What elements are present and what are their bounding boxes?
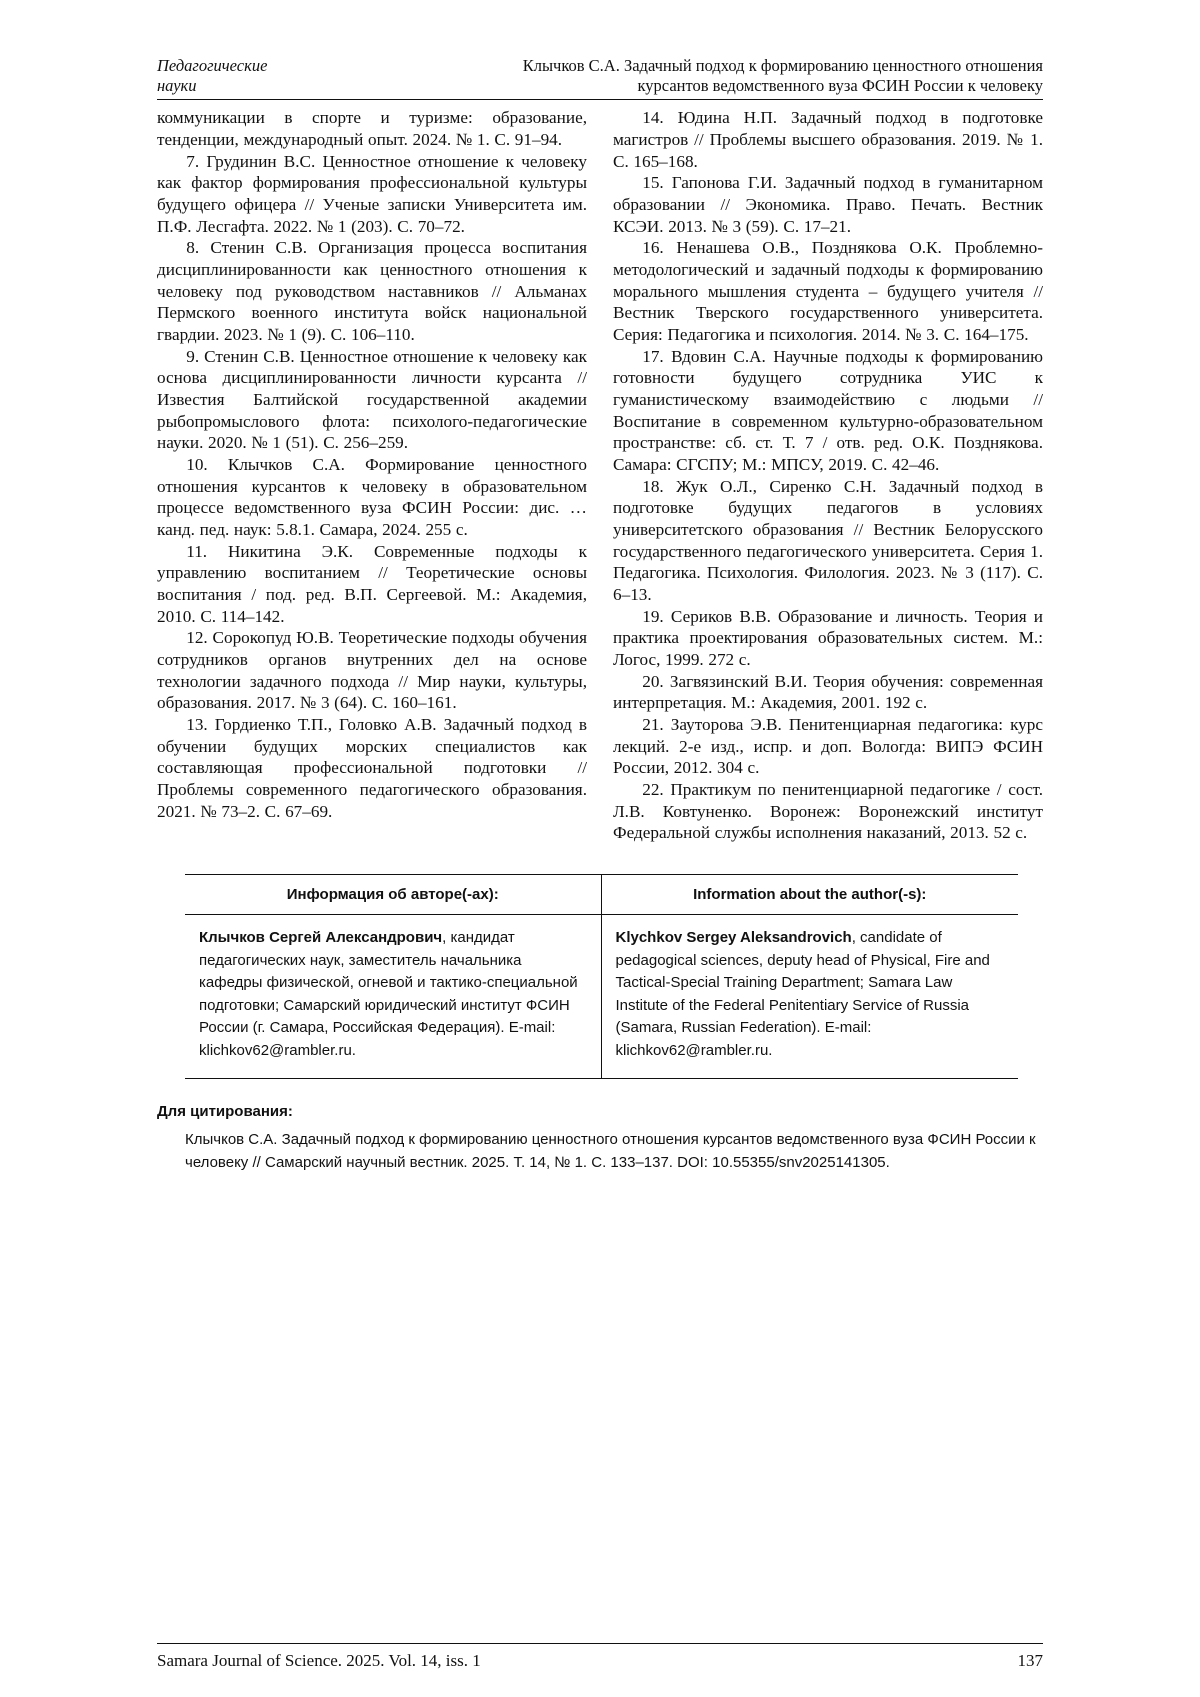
author-info-header-ru: Информация об авторе(-ах): bbox=[185, 875, 602, 914]
citation-text: Клычков С.А. Задачный подход к формированию ценностного отношения курсантов ведомственного вуза ФСИН России к человеку // Самарский научный вестник. 2025. Т. 14, № 1. С. 133–137. DOI: 10.55355/snv2025141305. bbox=[185, 1131, 1036, 1172]
author-info-header-en: Information about the author(-s): bbox=[693, 886, 927, 904]
reference-item-16: 16. Ненашева О.В., Позднякова О.К. Проблемно-методологический и задачный подходы к формированию морального мышления студента – будущего учителя // Вестник Тверского государственного университета. Серия: Педагогика и психология. 2014. № 3. С. 164–175. bbox=[613, 238, 1043, 344]
reference-item-18: 18. Жук О.Л., Сиренко С.Н. Задачный подход в подготовке будущих педагогов в условиях университетского образования // Вестник Белорусского государственного педагогического университета. Серия 1. Педагогика. Психология. Филология. 2023. № 3 (117). С. 6–13. bbox=[613, 476, 1043, 605]
reference-item-8: 8. Стенин С.В. Организация процесса воспитания дисциплинированности как ценностного отношения к человеку под руководством наставников // Альманах Пермского военного института войск национальной гвардии. 2023. № 1 (9). С. 106–110. bbox=[157, 238, 587, 344]
header-title-line2: курсантов ведомственного вуза ФСИН России к человеку bbox=[637, 76, 1043, 96]
page-number: 137 bbox=[1017, 1651, 1043, 1670]
author-info-en bbox=[602, 915, 1019, 1078]
citation-label: Для цитирования: bbox=[157, 1103, 293, 1121]
reference-item-11: 11. Никитина Э.К. Современные подходы к управлению воспитанием // Теоретические основы воспитания / под. ред. В.П. Сергеевой. М.: Академия, 2010. С. 114–142. bbox=[157, 541, 587, 626]
page-footer bbox=[157, 1643, 1043, 1671]
reference-item-10: 10. Клычков С.А. Формирование ценностного отношения курсантов к человеку в образовательном процессе ведомственного вуза ФСИН России: дис. … канд. пед. наук: 5.8.1. Самара, 2024. 255 с. bbox=[157, 455, 587, 540]
header-title-line1: Клычков С.А. Задачный подход к формированию ценностного отношения bbox=[522, 56, 1043, 75]
reference-continuation: коммуникации в спорте и туризме: образование, тенденции, международный опыт. 2024. № 1. С. 91–94. bbox=[157, 108, 587, 149]
references-section bbox=[157, 107, 1043, 844]
running-header bbox=[157, 56, 1043, 96]
references-right-column bbox=[613, 107, 1043, 844]
reference-item-14: 14. Юдина Н.П. Задачный подход в подготовке магистров // Проблемы высшего образования. 2019. № 1. С. 165–168. bbox=[613, 108, 1043, 171]
reference-item-19: 19. Сериков В.В. Образование и личность. Теория и практика проектирования образовательных систем. М.: Логос, 1999. 272 с. bbox=[613, 606, 1043, 670]
author-info-body-row bbox=[185, 915, 1018, 1078]
reference-item-15: 15. Гапонова Г.И. Задачный подход в гуманитарном образовании // Экономика. Право. Печать. Вестник КСЭИ. 2013. № 3 (59). С. 17–21. bbox=[613, 173, 1043, 236]
reference-item-17: 17. Вдовин С.А. Научные подходы к формированию готовности будущего сотрудника УИС к гуманистическому взаимодействию с людьми // Воспитание в современном культурно-образовательном пространстве: сб. ст. Т. 7 / отв. ред. О.К. Позднякова. Самара: СГСПУ; М.: МПСУ, 2019. С. 42–46. bbox=[613, 346, 1043, 474]
citation-section bbox=[157, 1103, 1043, 1175]
author-details-en: , candidate of pedagogical sciences, deputy head of Physical, Fire and Tactical-Special Training Department; Samara Law Institute of the Federal Penitentiary Service of Russia (Samara, Russian Federation). E-mail: klichkov62@rambler.ru. bbox=[615, 929, 990, 1059]
header-section-name bbox=[157, 56, 267, 96]
reference-item-7: 7. Грудинин В.С. Ценностное отношение к человеку как фактор формирования профессиональной культуры будущего офицера // Ученые записки Университета им. П.Ф. Лесгафта. 2022. № 1 (203). С. 70–72. bbox=[157, 151, 587, 236]
author-details-ru: , кандидат педагогических наук, заместитель начальника кафедры физической, огневой и тактико-специальной подготовки; Самарский юридический институт ФСИН России (г. Самара, Российская Федерация). E-mail: klichkov62@rambler.ru. bbox=[199, 929, 578, 1059]
header-divider bbox=[157, 99, 1043, 100]
header-article-title bbox=[523, 56, 1043, 96]
author-name-ru: Клычков Сергей Александрович bbox=[199, 929, 443, 947]
reference-item-13: 13. Гордиенко Т.П., Головко А.В. Задачный подход в обучении будущих морских специалистов как составляющая профессиональной подготовки // Проблемы современного педагогического образования. 2021. № 73–2. С. 67–69. bbox=[157, 715, 587, 821]
header-section-line1: Педагогические bbox=[157, 56, 268, 75]
reference-item-9: 9. Стенин С.В. Ценностное отношение к человеку как основа дисциплинированности личности курсанта // Известия Балтийской государственной академии рыбопромыслового флота: психолого-педагогические науки. 2020. № 1 (51). С. 256–259. bbox=[157, 346, 587, 453]
author-info-ru bbox=[185, 915, 602, 1078]
author-info-header-row bbox=[185, 875, 1018, 915]
author-info-table bbox=[185, 874, 1018, 1079]
header-section-line2: науки bbox=[157, 76, 197, 96]
references-left-column bbox=[157, 107, 587, 844]
author-name-en: Klychkov Sergey Aleksandrovich bbox=[615, 929, 852, 947]
reference-item-20: 20. Загвязинский В.И. Теория обучения: современная интерпретация. М.: Академия, 2001. 192 с. bbox=[613, 671, 1043, 713]
journal-name: Samara Journal of Science. 2025. Vol. 14, iss. 1 bbox=[157, 1651, 481, 1670]
reference-item-21: 21. Зауторова Э.В. Пенитенциарная педагогика: курс лекций. 2-е изд., испр. и доп. Вологда: ВИПЭ ФСИН России, 2012. 304 с. bbox=[613, 715, 1043, 778]
reference-item-22: 22. Практикум по пенитенциарной педагогике / сост. Л.В. Ковтуненко. Воронеж: Воронежский институт Федеральной службы исполнения наказаний, 2013. 52 с. bbox=[613, 780, 1043, 843]
reference-item-12: 12. Сорокопуд Ю.В. Теоретические подходы обучения сотрудников органов внутренних дел на основе технологии задачного подхода // Мир науки, культуры, образования. 2017. № 3 (64). С. 160–161. bbox=[157, 628, 587, 713]
